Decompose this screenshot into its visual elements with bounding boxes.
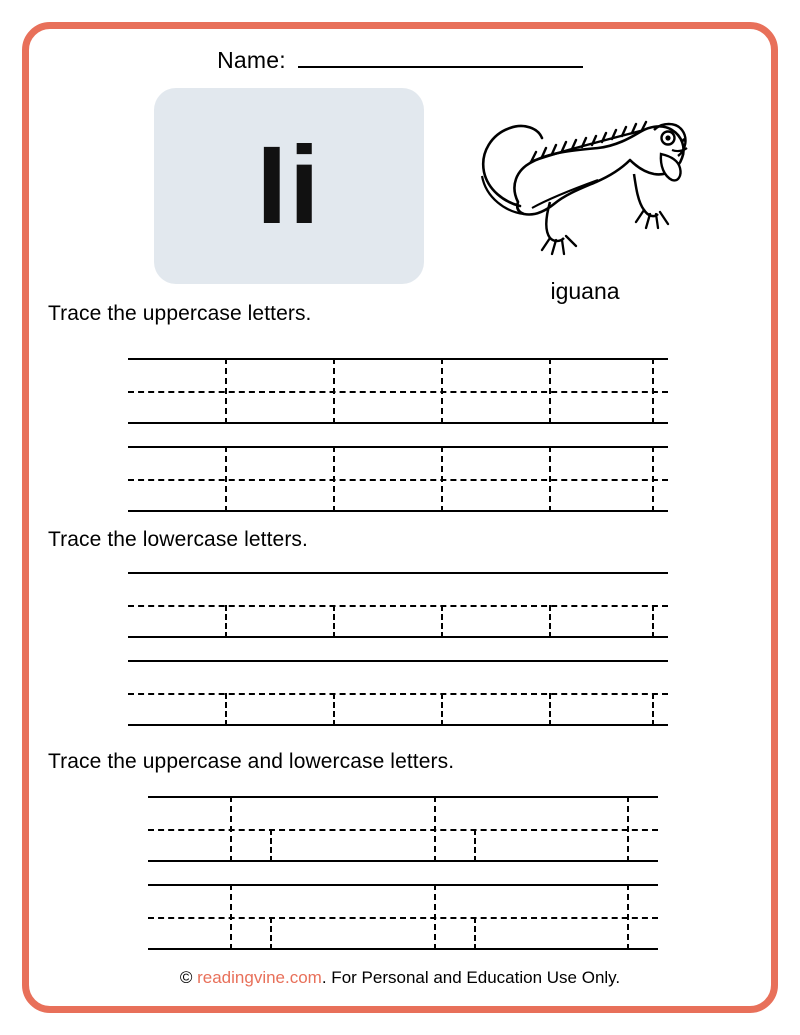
ghost-letter	[474, 917, 476, 950]
footer-text: . For Personal and Education Use Only.	[321, 968, 621, 987]
ghost-letter	[549, 605, 551, 638]
ghost-letter	[441, 605, 443, 638]
midline-dashed	[148, 829, 658, 831]
name-write-line[interactable]	[298, 46, 583, 68]
midline-dashed	[128, 605, 668, 607]
ghost-letter	[270, 829, 272, 862]
midline-dashed	[128, 479, 668, 481]
trace-row[interactable]	[128, 446, 668, 512]
ghost-letter	[434, 884, 436, 950]
copyright-symbol: ©	[179, 968, 193, 987]
ghost-letter	[333, 358, 335, 424]
ghost-letter	[333, 446, 335, 512]
baseline-top	[128, 358, 668, 360]
ghost-letter	[225, 358, 227, 424]
ghost-letter	[333, 693, 335, 726]
baseline-top	[148, 884, 658, 886]
trace-block-both	[148, 796, 658, 950]
baseline-top	[128, 446, 668, 448]
name-row	[40, 46, 760, 74]
trace-block-lowercase	[128, 572, 668, 726]
animal-block	[440, 88, 730, 313]
ghost-letter	[225, 605, 227, 638]
baseline-bottom	[128, 510, 668, 512]
ghost-letter	[441, 446, 443, 512]
ghost-letter	[652, 358, 654, 424]
baseline-bottom	[148, 948, 658, 950]
ghost-letter	[270, 917, 272, 950]
footer	[40, 968, 760, 988]
ghost-letter	[652, 605, 654, 638]
baseline-top	[128, 572, 668, 574]
name-label: Name:	[217, 47, 286, 73]
ghost-letter	[225, 446, 227, 512]
hero-row	[40, 88, 760, 318]
ghost-letter	[225, 693, 227, 726]
ghost-letter	[230, 796, 232, 862]
section-title-uppercase: Trace the uppercase letters.	[48, 302, 312, 325]
ghost-letter	[333, 605, 335, 638]
ghost-letter	[441, 693, 443, 726]
baseline-bottom	[128, 636, 668, 638]
ghost-letter	[627, 796, 629, 862]
ghost-letter	[434, 796, 436, 862]
animal-label: iguana	[550, 278, 620, 304]
section-title-both: Trace the uppercase and lowercase letters.	[48, 750, 455, 773]
trace-row[interactable]	[148, 884, 658, 950]
ghost-letter	[652, 446, 654, 512]
midline-dashed	[148, 917, 658, 919]
ghost-letter	[441, 358, 443, 424]
trace-row[interactable]	[128, 572, 668, 638]
ghost-letter	[549, 693, 551, 726]
site-link[interactable]: readingvine.com	[197, 968, 322, 987]
midline-dashed	[128, 391, 668, 393]
trace-row[interactable]	[128, 358, 668, 424]
trace-row[interactable]	[128, 660, 668, 726]
ghost-letter	[652, 693, 654, 726]
worksheet-content	[40, 38, 760, 998]
letter-card	[154, 88, 424, 284]
baseline-bottom	[148, 860, 658, 862]
ghost-letter	[474, 829, 476, 862]
baseline-bottom	[128, 422, 668, 424]
ghost-letter	[230, 884, 232, 950]
trace-block-uppercase	[128, 358, 668, 512]
baseline-top	[148, 796, 658, 798]
ghost-letter	[549, 446, 551, 512]
trace-row[interactable]	[148, 796, 658, 862]
midline-dashed	[128, 693, 668, 695]
ghost-letter	[549, 358, 551, 424]
ghost-letter	[627, 884, 629, 950]
baseline-bottom	[128, 724, 668, 726]
baseline-top	[128, 660, 668, 662]
section-title-lowercase: Trace the lowercase letters.	[48, 528, 308, 551]
letter-card-text: Ii	[256, 124, 322, 247]
